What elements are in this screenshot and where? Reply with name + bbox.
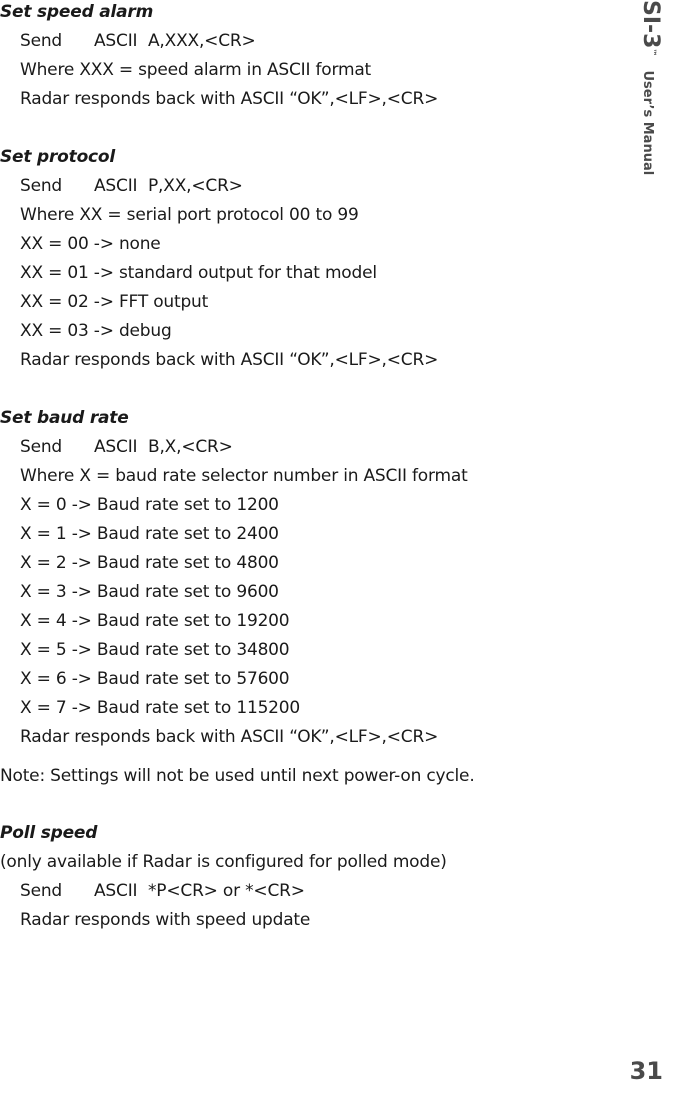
protocol-command bbox=[20, 174, 243, 198]
send-label: Send bbox=[20, 881, 63, 901]
product-name: SI-3 bbox=[638, 0, 663, 49]
ascii-label: ASCII bbox=[94, 31, 138, 51]
description-line: Where XXX = speed alarm in ASCII format bbox=[20, 60, 372, 80]
command-string: P,XX,<CR> bbox=[148, 176, 243, 196]
response-line: Radar responds back with ASCII “OK”,<LF>,<CR> bbox=[20, 727, 439, 747]
poll-speed-subheading: (only available if Radar is configured for polled mode) bbox=[0, 852, 447, 872]
option-line: X = 1 -> Baud rate set to 2400 bbox=[20, 524, 279, 544]
poll-speed-command bbox=[20, 879, 305, 903]
protocol-heading: Set protocol bbox=[0, 147, 116, 167]
response-line: Radar responds back with ASCII “OK”,<LF>,<CR> bbox=[20, 89, 439, 109]
page-number: 31 bbox=[629, 1057, 663, 1085]
note-line: Note: Settings will not be used until next power-on cycle. bbox=[0, 766, 475, 786]
response-line: Radar responds back with ASCII “OK”,<LF>,<CR> bbox=[20, 350, 439, 370]
send-label: Send bbox=[20, 437, 63, 457]
trademark-symbol: ™ bbox=[648, 48, 658, 57]
ascii-label: ASCII bbox=[94, 881, 138, 901]
poll-speed-heading: Poll speed bbox=[0, 823, 98, 843]
option-line: X = 5 -> Baud rate set to 34800 bbox=[20, 640, 290, 660]
ascii-label: ASCII bbox=[94, 437, 138, 457]
send-label: Send bbox=[20, 31, 63, 51]
option-line: XX = 01 -> standard output for that model bbox=[20, 263, 377, 283]
manual-title: User’s Manual bbox=[640, 70, 655, 176]
ascii-label: ASCII bbox=[94, 176, 138, 196]
option-line: X = 3 -> Baud rate set to 9600 bbox=[20, 582, 279, 602]
command-string: *P<CR> or *<CR> bbox=[148, 881, 305, 901]
option-line: X = 2 -> Baud rate set to 4800 bbox=[20, 553, 279, 573]
option-line: XX = 00 -> none bbox=[20, 234, 161, 254]
side-header-text bbox=[638, 0, 663, 175]
option-line: XX = 03 -> debug bbox=[20, 321, 172, 341]
baud-rate-command bbox=[20, 435, 233, 459]
command-string: A,XXX,<CR> bbox=[148, 31, 256, 51]
side-header bbox=[627, 0, 667, 176]
option-line: X = 6 -> Baud rate set to 57600 bbox=[20, 669, 290, 689]
option-line: X = 7 -> Baud rate set to 115200 bbox=[20, 698, 301, 718]
speed-alarm-heading: Set speed alarm bbox=[0, 2, 154, 22]
speed-alarm-command bbox=[20, 29, 256, 53]
command-string: B,X,<CR> bbox=[148, 437, 233, 457]
send-label: Send bbox=[20, 176, 63, 196]
option-line: X = 0 -> Baud rate set to 1200 bbox=[20, 495, 279, 515]
description-line: Where X = baud rate selector number in ASCII format bbox=[20, 466, 468, 486]
option-line: X = 4 -> Baud rate set to 19200 bbox=[20, 611, 290, 631]
option-line: XX = 02 -> FFT output bbox=[20, 292, 209, 312]
description-line: Where XX = serial port protocol 00 to 99 bbox=[20, 205, 359, 225]
baud-rate-heading: Set baud rate bbox=[0, 408, 129, 428]
response-line: Radar responds with speed update bbox=[20, 910, 311, 930]
